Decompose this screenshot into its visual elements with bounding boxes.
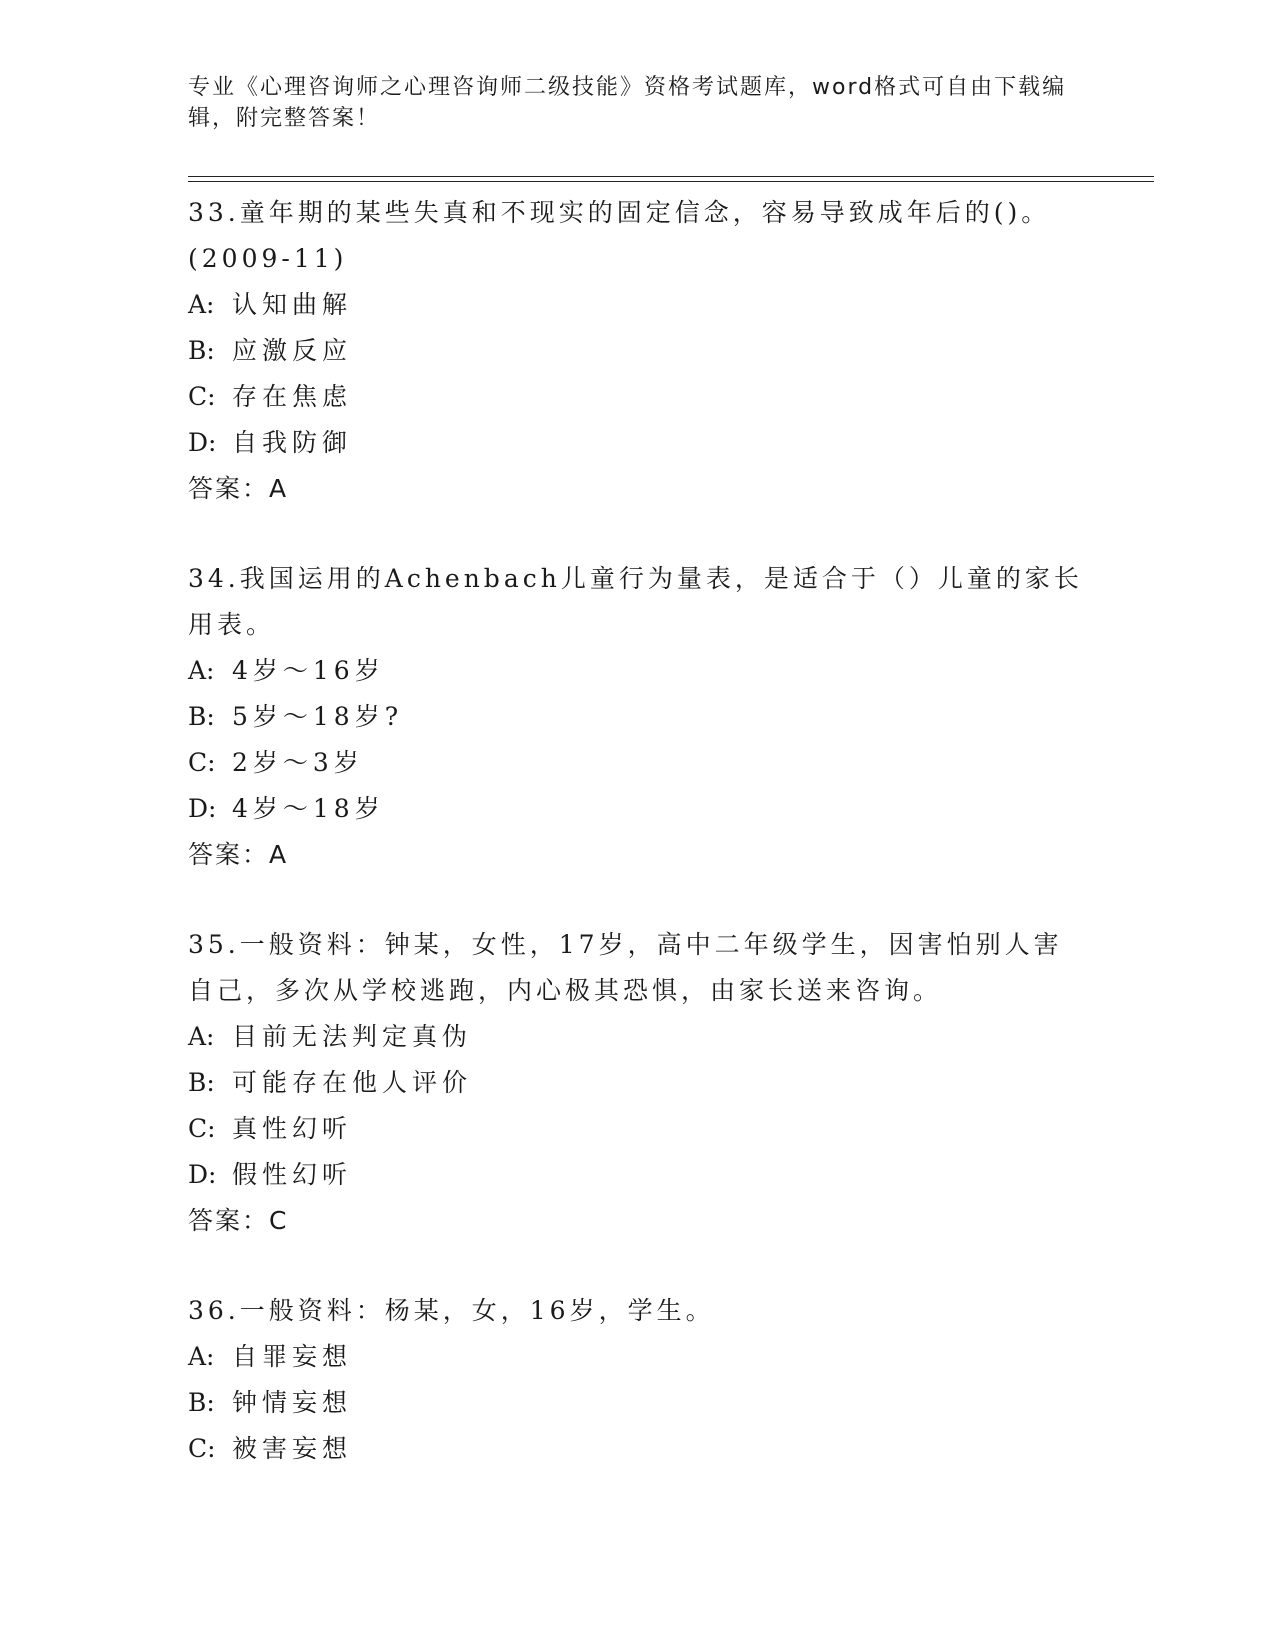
option-text: 认知曲解 xyxy=(232,290,353,319)
option-text: 存在焦虑 xyxy=(232,382,353,411)
option-c xyxy=(188,740,1088,786)
option-text: 自罪妄想 xyxy=(232,1342,353,1371)
option-a xyxy=(188,282,1088,328)
question-35 xyxy=(188,922,1088,1244)
option-text: 被害妄想 xyxy=(232,1434,353,1463)
option-key: D: xyxy=(188,1160,217,1189)
option-key: A: xyxy=(188,656,215,685)
option-text: 4岁～18岁 xyxy=(232,794,385,823)
option-key: C: xyxy=(188,382,216,411)
option-text: 2岁～3岁 xyxy=(232,748,364,777)
option-b xyxy=(188,694,1088,740)
answer-line: 答案：A xyxy=(188,474,289,503)
option-c xyxy=(188,1426,1088,1472)
question-list xyxy=(188,190,1088,1516)
option-text: 5岁～18岁? xyxy=(232,702,404,731)
option-d xyxy=(188,786,1088,832)
option-key: C: xyxy=(188,1434,216,1463)
option-a xyxy=(188,1014,1088,1060)
option-a xyxy=(188,648,1088,694)
option-b xyxy=(188,1060,1088,1106)
question-stem: 34.我国运用的Achenbach儿童行为量表，是适合于（）儿童的家长用表。 xyxy=(188,564,1083,639)
option-key: B: xyxy=(188,1388,215,1417)
option-d xyxy=(188,420,1088,466)
option-a xyxy=(188,1334,1088,1380)
option-key: A: xyxy=(188,1022,215,1051)
option-key: C: xyxy=(188,1114,216,1143)
option-key: A: xyxy=(188,290,215,319)
answer-line: 答案：A xyxy=(188,840,289,869)
question-stem: 35.一般资料：钟某，女性，17岁，高中二年级学生，因害怕别人害自己，多次从学校逃跑，内心极其恐惧，由家长送来咨询。 xyxy=(188,930,1063,1005)
header-rule-top xyxy=(188,176,1154,177)
option-c xyxy=(188,1106,1088,1152)
option-key: D: xyxy=(188,428,217,457)
question-stem: 36.一般资料：杨某，女，16岁，学生。 xyxy=(188,1296,715,1325)
question-33 xyxy=(188,190,1088,512)
option-key: A: xyxy=(188,1342,215,1371)
option-text: 目前无法判定真伪 xyxy=(232,1022,473,1051)
option-text: 自我防御 xyxy=(232,428,353,457)
option-key: C: xyxy=(188,748,216,777)
option-key: D: xyxy=(188,794,217,823)
option-b xyxy=(188,328,1088,374)
question-34 xyxy=(188,556,1088,878)
option-key: B: xyxy=(188,702,215,731)
question-36 xyxy=(188,1288,1088,1472)
option-text: 假性幻听 xyxy=(232,1160,353,1189)
option-key: B: xyxy=(188,336,215,365)
option-text: 应激反应 xyxy=(232,336,353,365)
option-text: 4岁～16岁 xyxy=(232,656,385,685)
option-text: 可能存在他人评价 xyxy=(232,1068,473,1097)
answer-line: 答案：C xyxy=(188,1206,289,1235)
option-key: B: xyxy=(188,1068,215,1097)
question-stem: 33.童年期的某些失真和不现实的固定信念，容易导致成年后的()。(2009-11) xyxy=(188,198,1051,273)
option-c xyxy=(188,374,1088,420)
header-rule-bottom xyxy=(188,181,1154,182)
option-d xyxy=(188,1152,1088,1198)
option-b xyxy=(188,1380,1088,1426)
document-header: 专业《心理咨询师之心理咨询师二级技能》资格考试题库，word格式可自由下载编辑，附完整答案！ xyxy=(188,75,1067,131)
option-text: 真性幻听 xyxy=(232,1114,353,1143)
option-text: 钟情妄想 xyxy=(232,1388,353,1417)
